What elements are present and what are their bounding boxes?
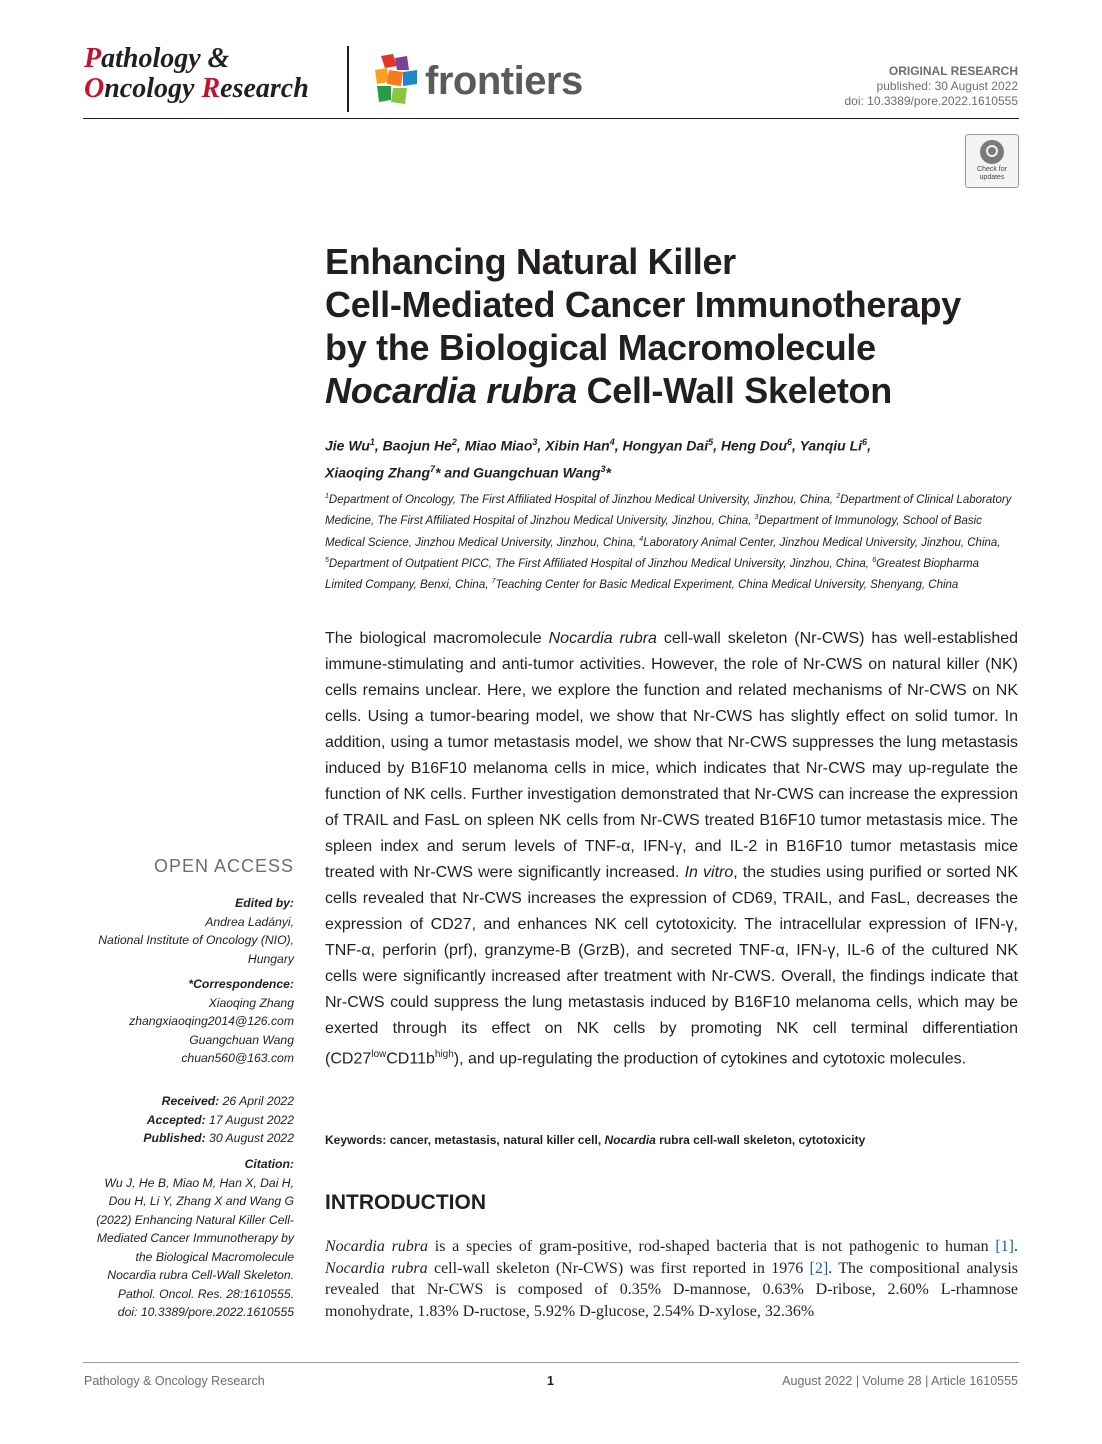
citation-label: Citation: xyxy=(244,1157,294,1171)
citation-line: Wu J, He B, Miao M, Han X, Dai H, xyxy=(104,1175,294,1190)
editor-name: Andrea Ladányi, xyxy=(205,914,294,929)
author-affiliation-marker: 4 xyxy=(609,437,615,447)
published-date: published: 30 August 2022 xyxy=(876,79,1018,93)
check-updates-icon xyxy=(980,140,1004,164)
affiliation-text: Department of Oncology, The First Affiliated Hospital of Jinzhou Medical University, Jinzhou, China, xyxy=(328,493,837,506)
author-affiliation-marker: 7 xyxy=(430,463,436,474)
author-affiliation-marker: 3 xyxy=(600,463,606,474)
section-heading-introduction: INTRODUCTION xyxy=(325,1191,486,1214)
introduction-paragraph: Nocardia rubra is a species of gram-positive, rod-shaped bacteria that is not pathogenic to human [1]. Nocardia rubra cell-wall skeleton (Nr-CWS) was first reported in 1976 [2]. The compositional analysis revealed that Nr-CWS is composed of 0.35% D-mannose, 0.63% D-ribose, 2.60% L-rhamnose monohydrate, 1.83% D-ructose, 5.92% D-glucose, 2.54% D-xylose, 32.36% xyxy=(325,1238,1018,1320)
header-rule xyxy=(83,118,1019,119)
frontiers-logo xyxy=(373,52,583,110)
footer-issue: August 2022 | Volume 28 | Article 1610555 xyxy=(782,1374,1018,1388)
affiliation-text: Department of Clinical Laboratory Medicine, The First Affiliated Hospital of Jinzhou Medical University, Jinzhou, China, xyxy=(325,493,1012,528)
correspondence-label: *Correspondence: xyxy=(188,977,294,991)
correspondence-block xyxy=(54,975,294,1068)
citation-line: (2022) Enhancing Natural Killer Cell- xyxy=(96,1212,294,1227)
citation-line: Nocardia rubra Cell-Wall Skeleton. xyxy=(107,1268,294,1282)
article-meta xyxy=(845,64,1019,109)
author-list: Jie Wu$^1$, Baojun He$^2$, Miao Miao$^3$, Xibin Han$^4$, Hongyan Dai$^5$, Heng Dou$^6$, Yanqiu Li$^6$, Xiaoqing Zhang$^7$* and Guangchuan Wang$^3$* xyxy=(325,437,871,481)
accepted-date: Accepted: 17 August 2022 xyxy=(146,1112,294,1127)
journal-logo-line1: Pathology & xyxy=(84,43,230,74)
frontiers-wordmark: frontiers xyxy=(425,58,583,103)
author-name[interactable]: Xiaoqing Zhang xyxy=(325,464,430,481)
journal-logo xyxy=(84,44,309,104)
affiliation-marker: 4 xyxy=(639,535,644,543)
corresponding-author: Guangchuan Wang xyxy=(189,1032,294,1047)
footer-rule xyxy=(83,1362,1019,1363)
affiliation-text: Laboratory Animal Center, Jinzhou Medical University, Jinzhou, China, xyxy=(643,536,1001,549)
affiliation-text: Department of Immunology, School of Basic Medical Science, Jinzhou Medical University, Jinzhou, China, xyxy=(325,515,982,549)
keywords: Keywords: cancer, metastasis, natural killer cell, Nocardia rubra cell-wall skeleton, cytotoxicity xyxy=(325,1133,866,1147)
frontiers-logo-icon xyxy=(373,54,419,108)
article-title xyxy=(325,240,1025,412)
dates-block xyxy=(54,1092,294,1148)
citation-line: Pathol. Oncol. Res. 28:1610555. xyxy=(117,1286,294,1301)
abstract: The biological macromolecule Nocardia rubra cell-wall skeleton (Nr-CWS) has well-established immune-stimulating and anti-tumor activities. However, the role of Nr-CWS on natural killer (NK) cells remains unclear. Here, we explore the function and related mechanisms of Nr-CWS on NK cells. Using a tumor-bearing model, we show that Nr-CWS has slightly effect on solid tumor. In addition, using a tumor metastasis model, we show that Nr-CWS suppresses the lung metastasis induced by B16F10 melanoma cells in mice, which indicates that Nr-CWS may up-regulate the function of NK cells. Further investigation demonstrated that Nr-CWS can increase the expression of TRAIL and FasL on spleen NK cells from Nr-CWS treated B16F10 tumor metastasis mice. The spleen index and serum levels of TNF-α, IFN-γ, and IL-2 in B16F10 tumor metastasis mice treated with Nr-CWS were significantly increased. In vitro, the studies using purified or sorted NK cells revealed that Nr-CWS increases the expression of CD69, TRAIL, and FasL, decreases the expression of CD27, and enhances NK cell cytotoxicity. The intracellular expression of IFN-γ, TNF-α, perforin (prf), granzyme-B (GrzB), and secreted TNF-α, IFN-γ, IL-6 of the cultured NK cells were significantly increased after treatment with Nr-CWS. Overall, the findings indicate that Nr-CWS could suppress the lung metastasis induced by B16F10 melanoma cells, which may be exerted through its effect on NK cells by promoting NK cell terminal differentiation $(CD27^{low}CD11b^{high})$, and up-regulating the production of cytokines and cytotoxic molecules. xyxy=(325,630,1019,1068)
article-type: ORIGINAL RESEARCH xyxy=(888,64,1018,78)
citation-line: the Biological Macromolecule xyxy=(135,1249,294,1264)
keywords-label: Keywords: xyxy=(325,1133,387,1147)
affiliation-marker: 7 xyxy=(491,578,496,586)
title-line: Nocardia rubra Cell-Wall Skeleton xyxy=(325,370,892,411)
corresponding-author: Xiaoqing Zhang xyxy=(208,995,294,1010)
affiliation-marker: 6 xyxy=(872,556,877,564)
citation-line: Mediated Cancer Immunotherapy by xyxy=(96,1231,294,1245)
citation-doi[interactable]: doi: 10.3389/pore.2022.1610555 xyxy=(117,1305,294,1319)
affiliation-marker: 1 xyxy=(325,493,329,500)
author-name[interactable]: Hongyan Dai xyxy=(622,437,709,454)
email-link[interactable]: chuan560@163.com xyxy=(181,1051,294,1065)
citation-line: Dou H, Li Y, Zhang X and Wang G xyxy=(108,1194,294,1208)
check-for-updates-button[interactable] xyxy=(965,134,1019,188)
affiliation-text: Greatest Biopharma Limited Company, Benxi, China, xyxy=(325,557,980,592)
author-affiliation-marker: 6 xyxy=(862,437,868,447)
edited-by-label: Edited by: xyxy=(235,896,294,910)
footer-journal: Pathology & Oncology Research xyxy=(84,1374,265,1388)
title-line: Cell-Mediated Cancer Immunotherapy xyxy=(325,284,961,325)
title-line: Enhancing Natural Killer xyxy=(325,241,736,282)
editor-country: Hungary xyxy=(247,951,294,966)
doi[interactable]: doi: 10.3389/pore.2022.1610555 xyxy=(844,94,1018,108)
affiliation-marker: 2 xyxy=(836,493,841,500)
editor-affiliation: National Institute of Oncology (NIO), xyxy=(98,933,294,947)
author-affiliation-marker: 5 xyxy=(708,437,714,447)
page-number: 1 xyxy=(547,1374,554,1388)
author-name[interactable]: Jie Wu xyxy=(325,437,370,454)
citation-link[interactable]: [2] xyxy=(809,1259,829,1277)
title-line: by the Biological Macromolecule xyxy=(325,327,876,368)
affiliations xyxy=(325,488,1018,595)
header-divider xyxy=(347,46,349,112)
published-date-side: Published: 30 August 2022 xyxy=(143,1131,294,1145)
author-affiliation-marker: 6 xyxy=(787,437,793,447)
citation-block xyxy=(54,1155,294,1322)
check-updates-label: Check for updates xyxy=(977,166,1007,181)
open-access-label: OPEN ACCESS xyxy=(153,856,294,876)
affiliation-marker: 3 xyxy=(754,514,759,522)
citation-link[interactable]: [1] xyxy=(995,1238,1014,1255)
author-name[interactable]: Yanqiu Li xyxy=(799,437,863,454)
journal-logo-line2: Oncology Research xyxy=(84,73,309,104)
author-affiliation-marker: 3 xyxy=(532,437,538,447)
author-name[interactable]: Xibin Han xyxy=(545,437,610,454)
author-affiliation-marker: 2 xyxy=(451,437,457,447)
author-name[interactable]: Baojun He xyxy=(382,437,452,454)
edited-by-block xyxy=(54,894,294,968)
author-affiliation-marker: 1 xyxy=(369,437,375,447)
email-link[interactable]: zhangxiaoqing2014@126.com xyxy=(129,1014,294,1028)
author-name[interactable]: Heng Dou xyxy=(720,437,788,454)
author-name[interactable]: Miao Miao xyxy=(464,437,533,454)
received-date: Received: 26 April 2022 xyxy=(161,1094,294,1108)
affiliation-text: Department of Outpatient PICC, The First Affiliated Hospital of Jinzhou Medical University, Jinzhou, China, xyxy=(328,557,873,570)
author-name[interactable]: Guangchuan Wang xyxy=(473,464,601,481)
affiliation-text: Teaching Center for Basic Medical Experiment, China Medical University, Shenyang, China xyxy=(495,579,959,592)
affiliation-marker: 5 xyxy=(325,556,329,564)
